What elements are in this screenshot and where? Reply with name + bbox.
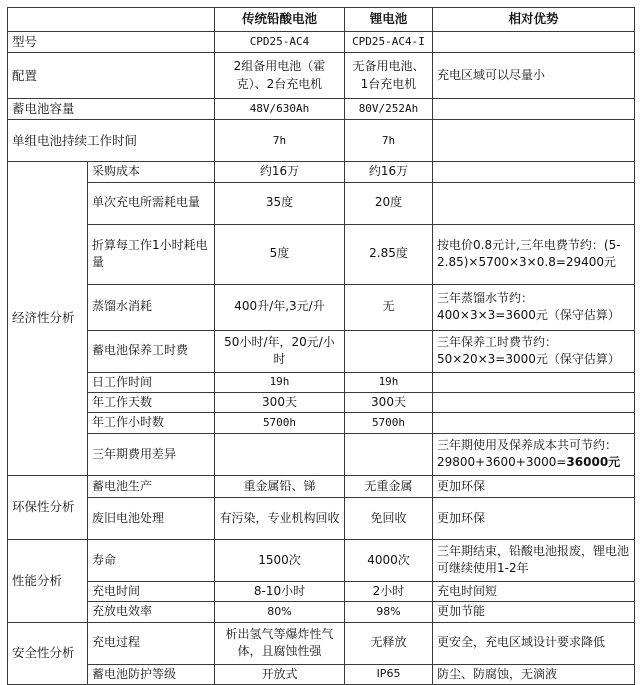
disposal-lithium: 免回收: [345, 497, 433, 539]
protection-lithium: IP65: [345, 664, 433, 684]
row-days-per-year: [8, 393, 635, 413]
days-per-year-advantage: [433, 393, 635, 413]
row-hours-per-year: [8, 413, 635, 433]
charging-process-lithium: 无释放: [345, 622, 433, 664]
production-lithium: 无重金属: [345, 475, 433, 497]
config-lead: 2组备用电池（霍克）、2台充电机: [215, 53, 345, 99]
days-per-year-lithium: 300天: [345, 393, 433, 413]
hours-per-year-advantage: [433, 413, 635, 433]
config-advantage: 充电区域可以尽量小: [433, 53, 635, 99]
model-lithium: CPD25-AC4-I: [345, 32, 433, 53]
section-environmental: 环保性分析: [8, 475, 88, 539]
label-maintenance: 蓄电池保养工时费: [88, 330, 215, 372]
header-lithium: 锂电池: [345, 8, 433, 32]
production-lead: 重金属铅、锑: [215, 475, 345, 497]
row-efficiency: [8, 602, 635, 622]
lifespan-lead: 1500次: [215, 539, 345, 581]
water-lithium: 无: [345, 284, 433, 330]
daily-hours-advantage: [433, 372, 635, 392]
maintenance-advantage: 三年保养工时费节约：50×20×3=3000元（保守估算）: [433, 330, 635, 372]
purchase-lead: 约16万: [215, 162, 345, 182]
row-charge-power: [8, 182, 635, 224]
efficiency-lithium: 98%: [345, 602, 433, 622]
header-row: [8, 8, 635, 32]
three-year-savings-total: 36000元: [566, 455, 621, 470]
efficiency-advantage: 更加节能: [433, 602, 635, 622]
hourly-power-lithium: 2.85度: [345, 224, 433, 284]
label-production: 蓄电池生产: [88, 475, 215, 497]
label-lifespan: 寿命: [88, 539, 215, 581]
label-model: 型号: [8, 32, 215, 53]
row-work-time: [8, 120, 635, 162]
three-year-lead: [215, 433, 345, 475]
maintenance-lead: 50小时/年，20元/小时: [215, 330, 345, 372]
label-config: 配置: [8, 53, 215, 99]
row-model: [8, 32, 635, 53]
capacity-lead: 48V/630Ah: [215, 99, 345, 120]
label-protection: 蓄电池防护等级: [88, 664, 215, 684]
label-daily-hours: 日工作时间: [88, 372, 215, 392]
hours-per-year-lithium: 5700h: [345, 413, 433, 433]
three-year-advantage-text: 三年期使用及保养成本共可节约：29800+3600+3000=: [437, 437, 618, 470]
label-hourly-power: 折算每工作1小时耗电量: [88, 224, 215, 284]
label-capacity: 蓄电池容量: [8, 99, 215, 120]
row-maintenance: [8, 330, 635, 372]
row-purchase: [8, 162, 635, 182]
section-economic: 经济性分析: [8, 162, 88, 476]
row-three-year: [8, 433, 635, 475]
config-lithium: 无备用电池、1台充电机: [345, 53, 433, 99]
row-lifespan: [8, 539, 635, 581]
protection-lead: 开放式: [215, 664, 345, 684]
work-time-lead: 7h: [215, 120, 345, 162]
row-disposal: [8, 497, 635, 539]
label-charge-power: 单次充电所需耗电量: [88, 182, 215, 224]
disposal-advantage: 更加环保: [433, 497, 635, 539]
work-time-advantage: [433, 120, 635, 162]
model-advantage: [433, 32, 635, 53]
label-efficiency: 充放电效率: [88, 602, 215, 622]
label-charging-process: 充电过程: [88, 622, 215, 664]
label-disposal: 废旧电池处理: [88, 497, 215, 539]
daily-hours-lead: 19h: [215, 372, 345, 392]
charge-power-lithium: 20度: [345, 182, 433, 224]
hourly-power-lead: 5度: [215, 224, 345, 284]
purchase-lithium: 约16万: [345, 162, 433, 182]
row-water: [8, 284, 635, 330]
label-charge-time: 充电时间: [88, 581, 215, 601]
disposal-lead: 有污染，专业机构回收: [215, 497, 345, 539]
label-hours-per-year: 年工作小时数: [88, 413, 215, 433]
work-time-lithium: 7h: [345, 120, 433, 162]
daily-hours-lithium: 19h: [345, 372, 433, 392]
purchase-advantage: [433, 162, 635, 182]
header-blank-cell: [8, 8, 215, 32]
header-lead-acid: 传统铅酸电池: [215, 8, 345, 32]
charging-process-advantage: 更安全，充电区域设计要求降低: [433, 622, 635, 664]
charge-time-advantage: 充电时间短: [433, 581, 635, 601]
row-protection: [8, 664, 635, 684]
maintenance-lithium: [345, 330, 433, 372]
row-charging-process: [8, 622, 635, 664]
row-capacity: [8, 99, 635, 120]
capacity-advantage: [433, 99, 635, 120]
capacity-lithium: 80V/252Ah: [345, 99, 433, 120]
section-safety: 安全性分析: [8, 622, 88, 684]
three-year-lithium: [345, 433, 433, 475]
charge-power-lead: 35度: [215, 182, 345, 224]
lifespan-lithium: 4000次: [345, 539, 433, 581]
model-lead: CPD25-AC4: [215, 32, 345, 53]
charge-power-advantage: [433, 182, 635, 224]
label-work-time: 单组电池持续工作时间: [8, 120, 215, 162]
battery-comparison-table: [7, 7, 635, 685]
label-water: 蒸馏水消耗: [88, 284, 215, 330]
row-config: [8, 53, 635, 99]
row-daily-hours: [8, 372, 635, 392]
water-advantage: 三年蒸馏水节约：400×3×3=3600元（保守估算）: [433, 284, 635, 330]
protection-advantage: 防尘、防腐蚀，无滴液: [433, 664, 635, 684]
lifespan-advantage: 三年期结束，铅酸电池报废，锂电池可继续使用1-2年: [433, 539, 635, 581]
row-hourly-power: [8, 224, 635, 284]
label-purchase: 采购成本: [88, 162, 215, 182]
charge-time-lithium: 2小时: [345, 581, 433, 601]
production-advantage: 更加环保: [433, 475, 635, 497]
water-lead: 400升/年,3元/升: [215, 284, 345, 330]
three-year-advantage: [433, 433, 635, 475]
hours-per-year-lead: 5700h: [215, 413, 345, 433]
charge-time-lead: 8-10小时: [215, 581, 345, 601]
days-per-year-lead: 300天: [215, 393, 345, 413]
charging-process-lead: 析出氢气等爆炸性气体，且腐蚀性强: [215, 622, 345, 664]
label-three-year: 三年期费用差异: [88, 433, 215, 475]
row-charge-time: [8, 581, 635, 601]
header-advantage: 相对优势: [433, 8, 635, 32]
efficiency-lead: 80%: [215, 602, 345, 622]
hourly-power-advantage: 按电价0.8元计,三年电费节约：(5-2.85)×5700×3×0.8=29400元: [433, 224, 635, 284]
section-performance: 性能分析: [8, 539, 88, 622]
label-days-per-year: 年工作天数: [88, 393, 215, 413]
row-production: [8, 475, 635, 497]
